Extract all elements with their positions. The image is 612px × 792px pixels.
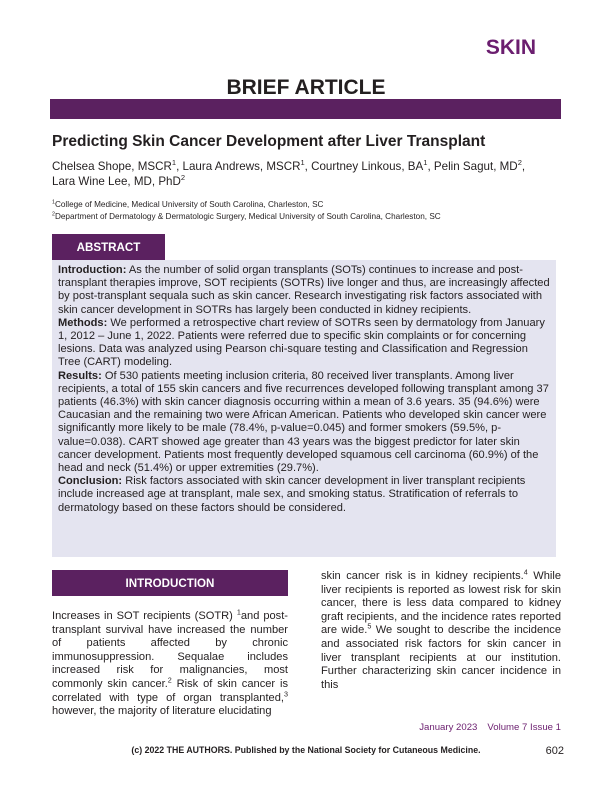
body-text: skin cancer risk is in kidney recipients. [321,570,524,582]
author-affiliation-ref: 1 [300,158,305,168]
journal-name: SKIN [485,36,536,59]
author: Lara Wine Lee, MD, PhD [52,174,181,188]
section-label: Results: [58,369,102,382]
citation-ref: 1 [236,607,241,617]
section-body: As the number of solid organ transplants (SOTs) continues to increase and post-transplant therapies improve, SOT recipients (SOTRs) live longer and thus, are increasingly affected by post-transplant sequala such as skin cancer. Research investigating risk factors associated with skin cancer development in SOTRs has largely been conducted in kidney recipients. [58,264,550,316]
abstract-introduction [58,264,552,317]
section-body: We performed a retrospective chart review of SOTRs seen by dermatology from January 1, 2012 – June 1, 2022. Patients were referred due to specific skin complaints or for concerning lesions. Data was analyzed using Pearson chi-square testing and Classification and Regression Tree (CART) modeling. [58,316,545,369]
affiliation-text: Department of Dermatology & Dermatologic Surgery, Medical University of South Carolina, Charleston, SC [54,212,441,221]
section-body: Of 530 patients meeting inclusion criteria, 80 received liver transplants. Among liver recipients, a total of 155 skin cancers and five recurrences developed following transplant among 37 patients (46.3%) with skin cancer diagnosis occurring within a mean of 3.6 years. 35 (94.6%) were Caucasian and the remaining two were African American. Patients who developed skin cancer were significantly more likely to be male (78.4%, p-value=0.045) and former smokers (59.5%, p-value=0.038). CART showed age greater than 43 years was the biggest predictor for later skin cancer development. Patients most frequently developed squamous cell carcinoma (60.9%) of the head and neck (51.4%) or upper extremities (29.7%). [58,369,549,475]
body-text: and post-transplant survival have increased the number of patients affected by chronic immunosuppression. Sequalae includes increased risk for malignancies, most commonly skin cancer. [52,610,288,690]
citation-ref: 2 [167,675,172,685]
issue-date: January 2023 [419,722,478,733]
author-affiliation-ref: 1 [171,158,177,168]
affiliation [52,200,572,210]
citation-ref: 4 [523,567,528,577]
author: Courtney Linkous, BA [311,160,424,173]
article-type: BRIEF ARTICLE [226,76,386,99]
affiliation-number: 2 [52,211,55,218]
author-affiliation-ref: 2 [180,172,186,182]
body-text: however, the majority of literature elucidating [52,705,272,718]
body-column-right [321,567,562,692]
body-column-left [52,607,288,719]
author: Laura Andrews, MSCR [182,160,301,173]
issue-volume: Volume 7 Issue 1 [487,722,561,733]
affiliation-number: 1 [52,199,55,206]
author-list: Chelsea Shope, MSCR$^1$, Laura Andrews, MSCR$^1$, Courtney Linkous, $BA^1$, Pelin Sagut, $MD^2$, Lara Wine Lee, MD, PhD$^2$ [52,158,526,188]
author-affiliation-ref: 1 [423,158,428,168]
citation-ref: 5 [367,621,372,631]
body-text: Risk of skin cancer is correlated with type of organ transplanted, [52,677,288,704]
author: Chelsea Shope, MSCR [52,160,172,173]
abstract-methods [58,317,552,370]
section-body: Risk factors associated with skin cancer development in liver transplant recipients include increased age at transplant, male sex, and smoking status. Stratification of referrals to dermatology based on these factors should be considered. [58,475,526,514]
introduction-heading: INTRODUCTION [52,570,288,596]
author-affiliation-ref: 2 [517,158,522,168]
abstract-conclusion [58,475,552,515]
body-text: We sought to describe the incidence and associated risk factors for skin cancer in liver transplant recipients at our institution. Further characterizing skin cancer incidence in this [321,624,561,691]
article-title: Predicting Skin Cancer Development after Liver Transplant [52,133,486,150]
abstract-heading: ABSTRACT [52,234,165,260]
affiliation [52,212,572,222]
body-text: Increases in SOT recipients (SOTR) [52,610,237,622]
author: Pelin Sagut, MD [433,160,518,173]
section-label: Introduction: [58,264,127,276]
affiliation-text: College of Medicine, Medical University of South Carolina, Charleston, SC [54,200,324,209]
header-band [50,99,561,119]
body-text: While liver recipients is reported as lowest risk for skin cancer, there is less data compared to kidney graft recipients, and the incidence rates reported are wide. [321,570,562,637]
section-label: Conclusion: [58,475,123,488]
citation-ref: 3 [283,688,288,698]
copyright-footer: (c) 2022 THE AUTHORS. Published by the National Society for Cutaneous Medicine. [131,745,481,755]
page-number: 602 [545,745,564,757]
abstract-results [58,370,552,476]
issue-info [409,722,561,733]
section-label: Methods: [58,316,108,329]
abstract-text [58,264,552,515]
